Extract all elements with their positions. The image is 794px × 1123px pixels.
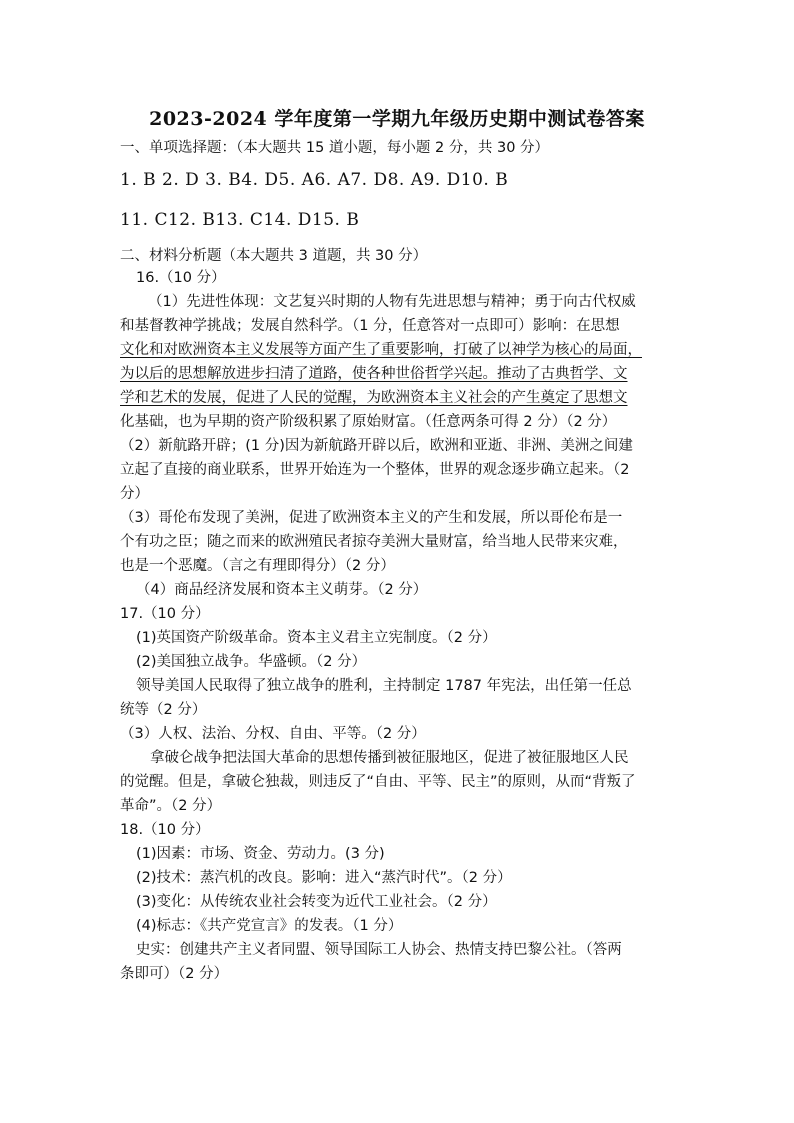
- q18-line: (2)技术：蒸汽机的改良。影响：进入“蒸汽时代”。（2 分）: [136, 870, 512, 886]
- q18-line: (3)变化：从传统农业社会转变为近代工业社会。（2 分）: [136, 894, 497, 910]
- q18-header: 18.（10 分）: [120, 822, 210, 838]
- q17-line: （3）人权、法治、分权、自由、平等。（2 分）: [120, 726, 426, 742]
- q16-line-underlined: 文化和对欧洲资本主义发展等方面产生了重要影响，打破了以神学为核心的局面，: [120, 342, 642, 358]
- q16-line-underlined: 学和艺术的发展，促进了人民的觉醒，为欧洲资本主义社会的产生奠定了思想文: [120, 390, 628, 406]
- q17-line: (2)美国独立战争。华盛顿。（2 分）: [136, 654, 367, 670]
- q16-line: 也是一个恶魔。（言之有理即得分）（2 分）: [120, 558, 395, 574]
- q16-line: 个有功之臣；随之而来的欧洲殖民者掠夺美洲大量财富，给当地人民带来灾难，: [120, 534, 628, 550]
- q17-line: 革命”。（2 分）: [120, 798, 222, 814]
- q17-line: 的觉醒。但是，拿破仑独裁，则违反了“自由、平等、民主”的原则，从而“背叛了: [120, 774, 636, 790]
- q18-line: 史实：创建共产主义者同盟、领导国际工人协会、热情支持巴黎公社。（答两: [136, 942, 622, 958]
- q18-line: 条即可）（2 分）: [120, 966, 229, 982]
- q17-line: (1)英国资产阶级革命。资本主义君主立宪制度。（2 分）: [136, 630, 497, 646]
- q18-line: (4)标志：《共产党宣言》的发表。（1 分）: [136, 918, 403, 934]
- page-title: 2023-2024 学年度第一学期九年级历史期中测试卷答案: [149, 108, 645, 130]
- mc-answers-line-2: 11. C12. B13. C14. D15. B: [120, 210, 360, 230]
- q16-line: 分）: [120, 486, 149, 502]
- q16-line: 化基础，也为早期的资产阶级积累了原始财富。（任意两条可得 2 分）（2 分）: [120, 414, 617, 430]
- q17-header: 17.（10 分）: [120, 606, 210, 622]
- q16-line: 和基督教神学挑战；发展自然科学。（1 分，任意答对一点即可）影响：在思想: [120, 318, 620, 334]
- q16-line: 立起了直接的商业联系，世界开始连为一个整体，世界的观念逐步确立起来。（2: [120, 462, 630, 478]
- q18-line: (1)因素：市场、资金、劳动力。(3 分): [136, 846, 385, 862]
- mc-answers-line-1: 1. B 2. D 3. B4. D5. A6. A7. D8. A9. D10. B: [120, 170, 509, 190]
- q16-line: （2）新航路开辟；(1 分)因为新航路开辟以后，欧洲和亚逝、非洲、美洲之间建: [120, 438, 633, 454]
- q16-line: （3）哥伦布发现了美洲，促进了欧洲资本主义的产生和发展，所以哥伦布是一: [120, 510, 623, 526]
- q16-line: （1）先进性体现：文艺复兴时期的人物有先进思想与精神；勇于向古代权威: [148, 294, 636, 310]
- q16-line: （4）商品经济发展和资本主义萌芽。（2 分）: [136, 582, 428, 598]
- section2-heading: 二、材料分析题（本大题共 3 道题，共 30 分）: [120, 248, 428, 264]
- q16-line-underlined: 为以后的思想解放进步扫清了道路，使各种世俗哲学兴起。推动了古典哲学、文: [120, 366, 628, 382]
- q17-line: 统等（2 分）: [120, 702, 207, 718]
- section1-heading: 一、单项选择题：（本大题共 15 道小题，每小题 2 分，共 30 分）: [120, 140, 550, 156]
- q17-line: 领导美国人民取得了独立战争的胜利，主持制定 1787 年宪法，出任第一任总: [136, 678, 632, 694]
- q16-header: 16.（10 分）: [136, 270, 226, 286]
- q17-line: 拿破仑战争把法国大革命的思想传播到被征服地区，促进了被征服地区人民: [150, 750, 629, 766]
